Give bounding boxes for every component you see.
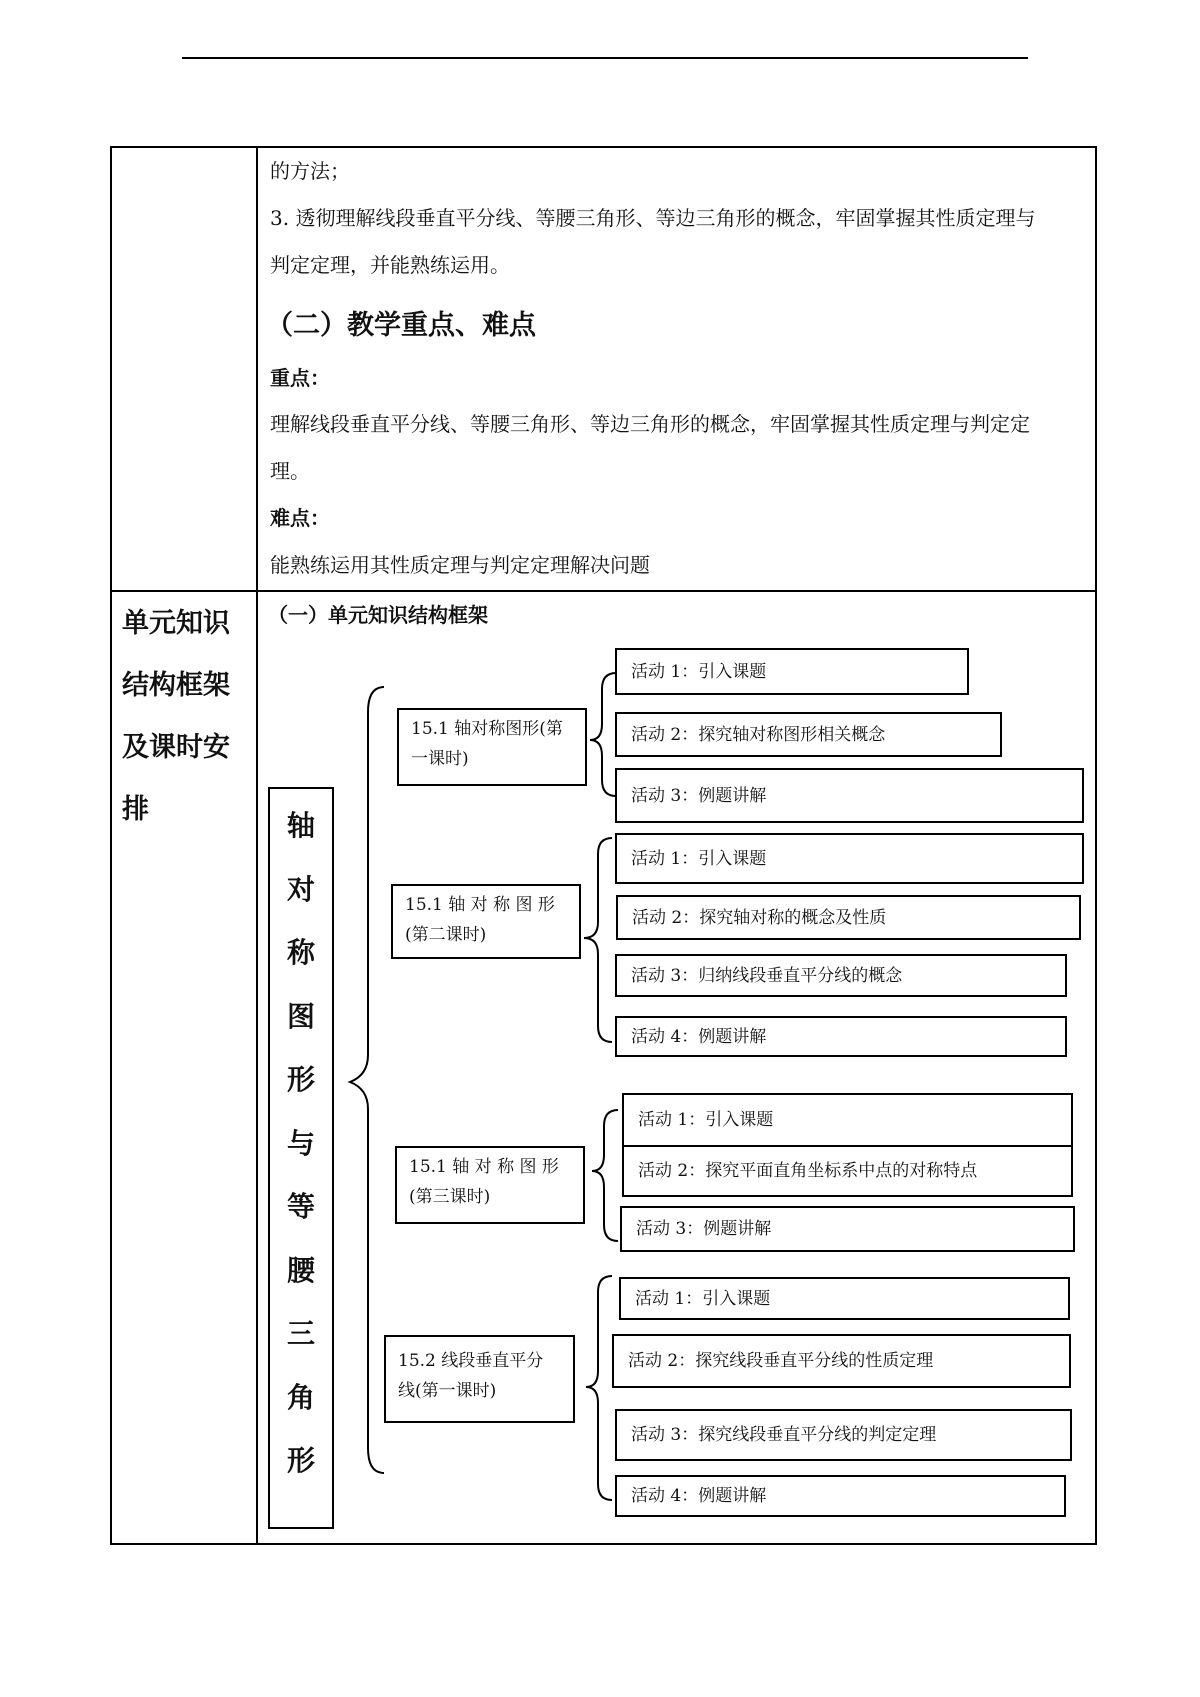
lesson-3-activity-2: 活动 2：探究平面直角坐标系中点的对称特点 [622, 1145, 1073, 1197]
lesson-3-box [395, 1146, 585, 1224]
root-char: 腰 [286, 1253, 315, 1287]
key-points-heading: （二）教学重点、难点 [266, 310, 536, 341]
root-char: 图 [286, 999, 315, 1033]
root-char: 轴 [286, 809, 315, 842]
framework-heading: （一）单元知识结构框架 [268, 603, 488, 627]
root-char: 三 [286, 1317, 315, 1350]
root-char: 角 [286, 1380, 315, 1414]
root-char: 对 [286, 872, 315, 906]
root-char: 称 [286, 936, 315, 969]
root-char: 与 [286, 1126, 315, 1160]
difficult-point-line-1: 能熟练运用其性质定理与判定定理解决问题 [270, 553, 650, 577]
root-char: 等 [286, 1190, 315, 1223]
lesson-3-activity-1: 活动 1：引入课题 [622, 1093, 1073, 1147]
objectives-line-2: 3. 透彻理解线段垂直平分线、等腰三角形、等边三角形的概念，牢固掌握其性质定理与 [270, 206, 1036, 230]
key-point-line-2: 理。 [270, 459, 310, 483]
lesson-2-activity-1: 活动 1：引入课题 [615, 833, 1084, 884]
lesson-2-box [391, 884, 581, 959]
root-brace [350, 687, 384, 1473]
key-point-line-1: 理解线段垂直平分线、等腰三角形、等边三角形的概念，牢固掌握其性质定理与判定定 [270, 412, 1030, 436]
lesson-1-activity-1: 活动 1：引入课题 [615, 648, 969, 695]
key-point-label: 重点： [270, 366, 330, 390]
root-char: 形 [286, 1063, 315, 1096]
lesson-2-activity-2: 活动 2：探究轴对称的概念及性质 [616, 895, 1081, 940]
lesson-3-title-line-2: (第三课时) [409, 1187, 491, 1207]
lesson-3-activity-3: 活动 3：例题讲解 [620, 1206, 1075, 1252]
row-label-line-3: 及课时安 [122, 732, 230, 763]
lesson-2-title-line-1: 15.1 轴 对 称 图 形 [405, 895, 555, 915]
lesson-2-activity-3: 活动 3：归纳线段垂直平分线的概念 [615, 954, 1067, 997]
lesson-4-activity-3: 活动 3：探究线段垂直平分线的判定定理 [615, 1409, 1072, 1461]
lesson-1-title-line-1: 15.1 轴对称图形(第 [411, 719, 563, 739]
lesson-1-box [397, 708, 587, 786]
root-topic-box [268, 787, 334, 1529]
row-label-line-4: 排 [122, 794, 149, 825]
lesson-4-activity-1: 活动 1：引入课题 [619, 1277, 1070, 1320]
lesson-1-activity-3: 活动 3：例题讲解 [615, 768, 1084, 823]
lesson-2-title-line-2: (第二课时) [405, 925, 487, 945]
row-label-line-2: 结构框架 [122, 670, 230, 701]
lesson-1-activity-2: 活动 2：探究轴对称图形相关概念 [615, 712, 1002, 757]
lesson-1-brace [590, 673, 616, 796]
lesson-4-box [384, 1335, 575, 1423]
lesson-4-brace [586, 1276, 612, 1500]
lesson-2-activity-4: 活动 4：例题讲解 [615, 1016, 1067, 1057]
lesson-4-title-line-2: 线(第一课时) [398, 1381, 497, 1401]
lesson-1-title-line-2: 一课时) [411, 749, 469, 769]
lesson-2-brace [584, 838, 612, 1042]
row-label-line-1: 单元知识 [122, 608, 230, 639]
lesson-4-activity-2: 活动 2：探究线段垂直平分线的性质定理 [612, 1334, 1071, 1388]
lesson-3-brace [592, 1110, 618, 1241]
objectives-line-1: 的方法； [270, 159, 350, 183]
lesson-4-title-line-1: 15.2 线段垂直平分 [398, 1351, 544, 1371]
lesson-4-activity-4: 活动 4：例题讲解 [615, 1475, 1066, 1517]
lesson-3-title-line-1: 15.1 轴 对 称 图 形 [409, 1157, 559, 1177]
objectives-line-3: 判定定理，并能熟练运用。 [270, 253, 510, 277]
difficult-point-label: 难点： [270, 506, 330, 530]
root-char: 形 [286, 1444, 315, 1477]
